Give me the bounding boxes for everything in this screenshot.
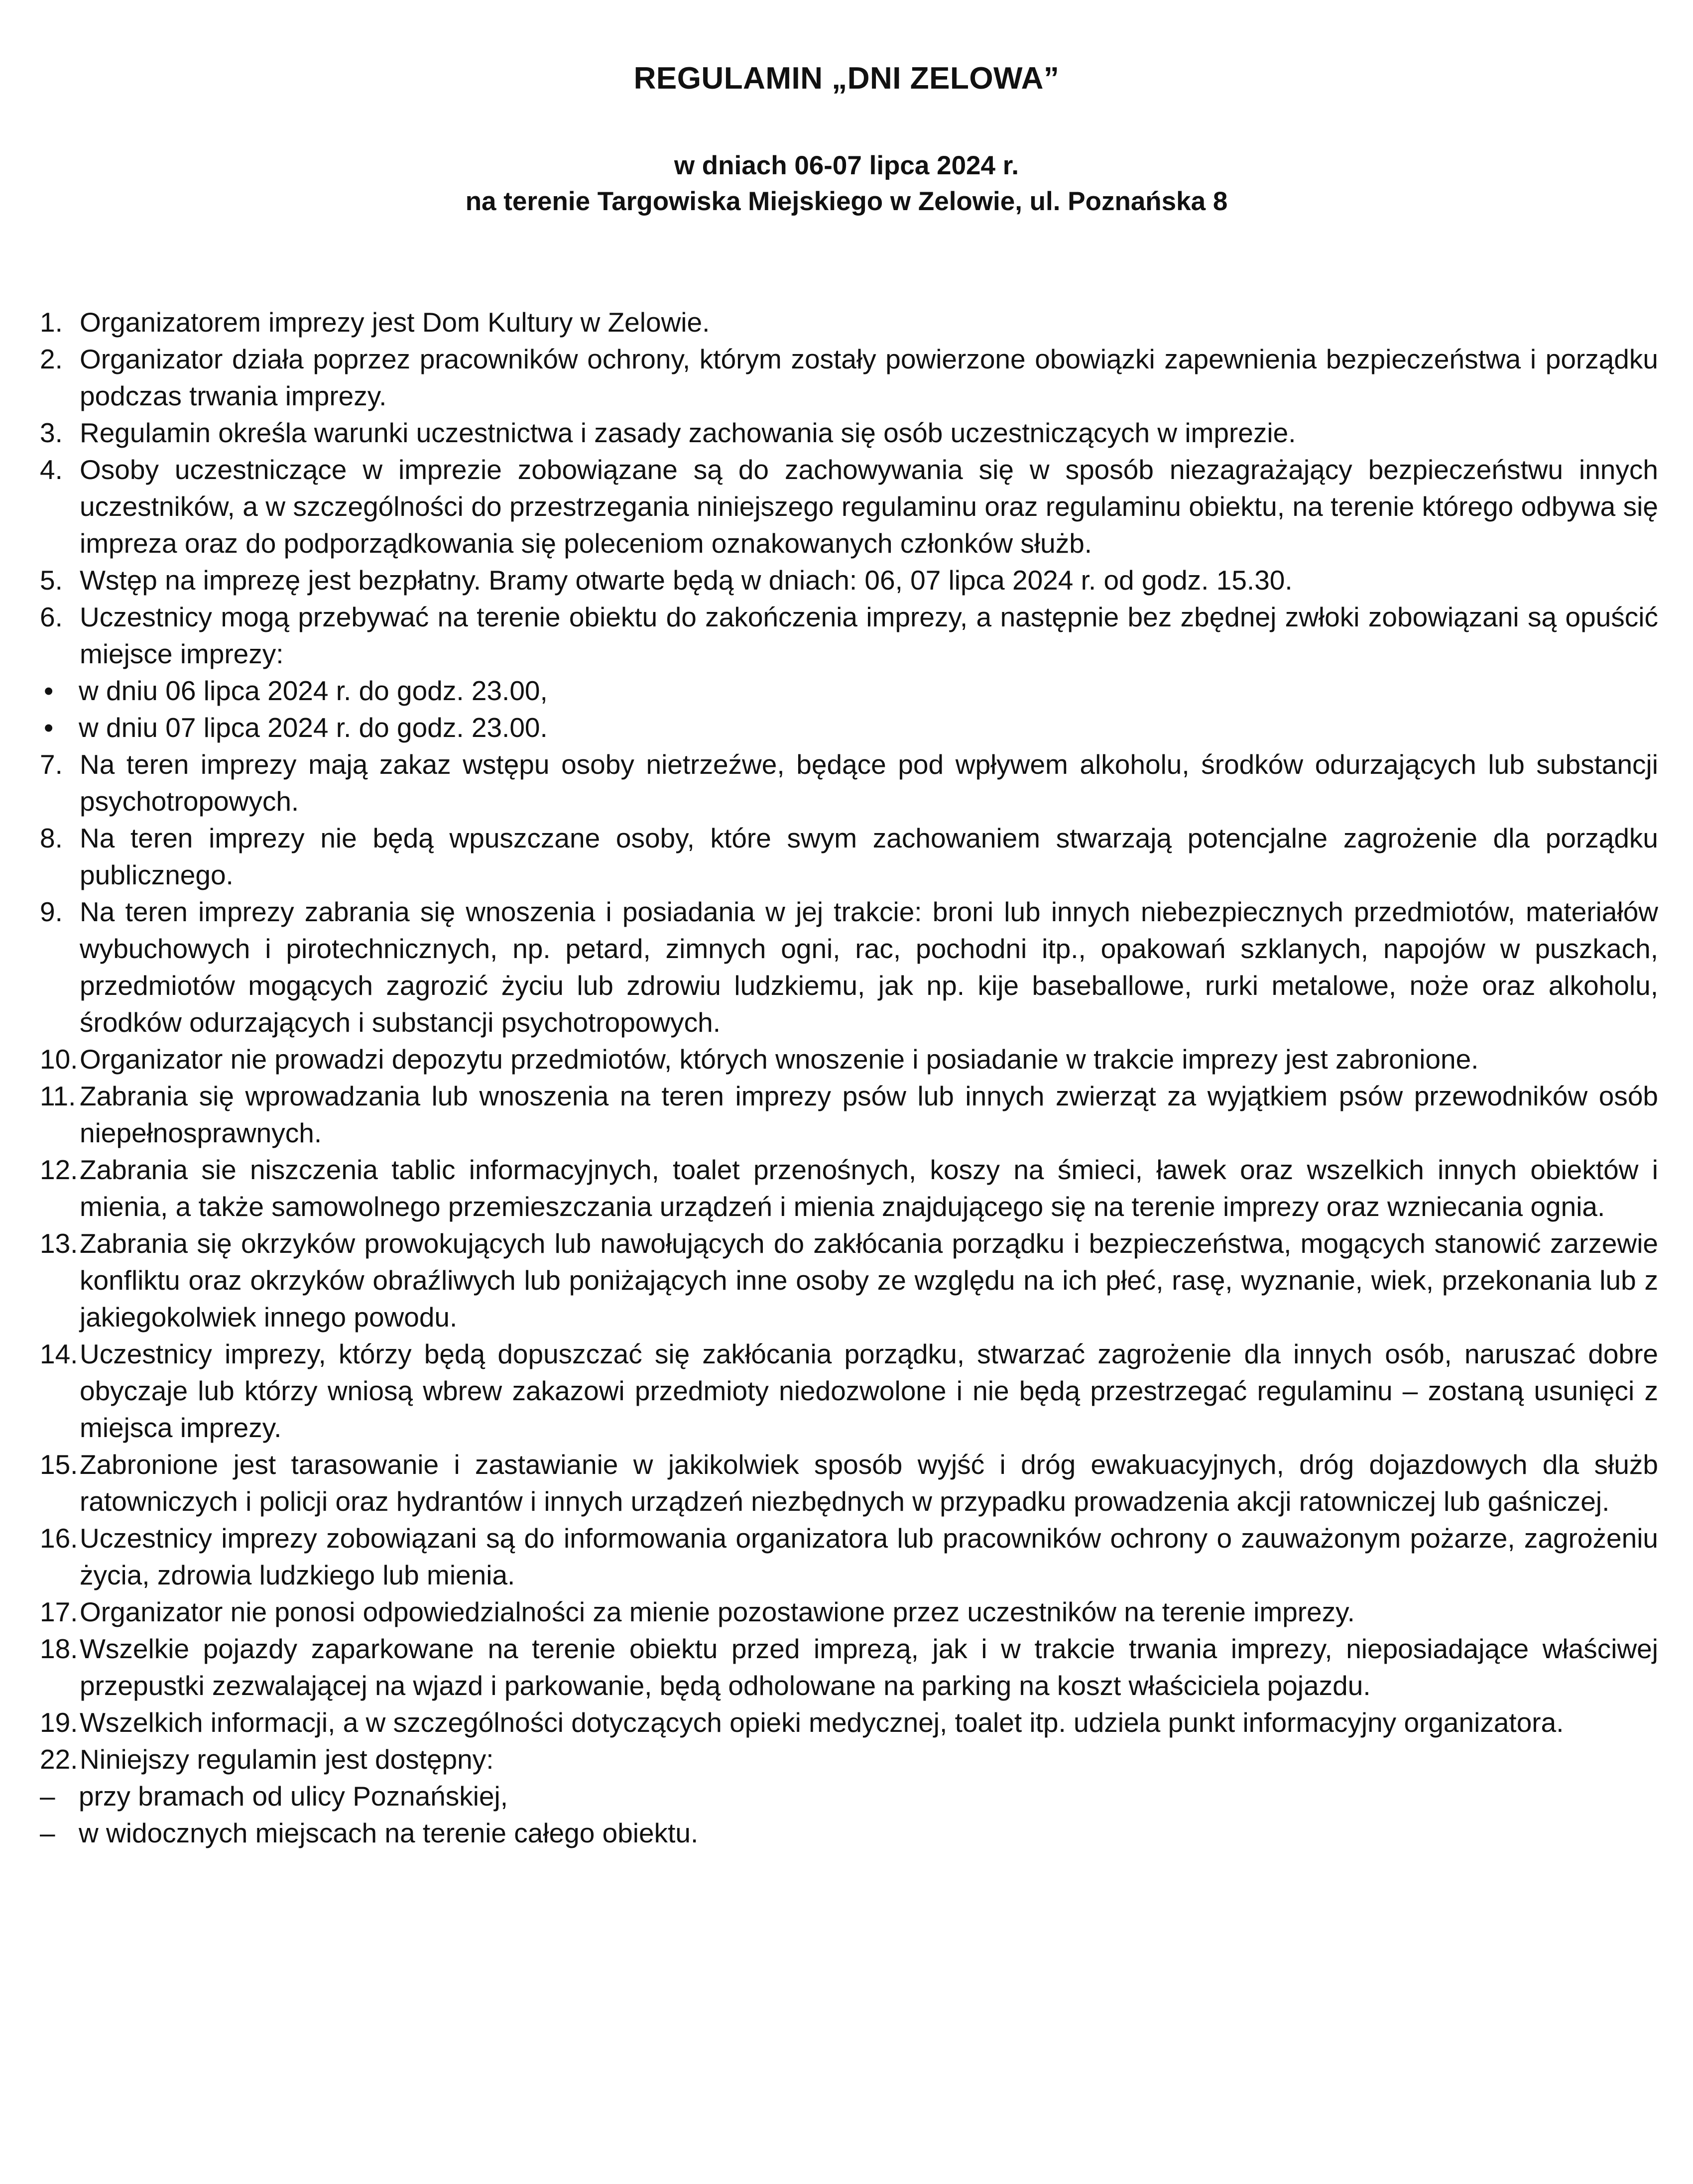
rule-item xyxy=(40,893,1658,1041)
rule-text: Wszelkich informacji, a w szczególności dotyczących opieki medycznej, toalet itp. udziela punkt informacyjny organizatora. xyxy=(80,1707,1564,1738)
rule-number: 16. xyxy=(40,1523,78,1554)
rule-number: 19. xyxy=(40,1707,78,1738)
rule-item xyxy=(40,1778,1658,1815)
document-title: REGULAMIN „DNI ZELOWA” xyxy=(633,61,1060,96)
rule-text: Wstęp na imprezę jest bezpłatny. Bramy otwarte będą w dniach: 06, 07 lipca 2024 r. od godz. 15.30. xyxy=(80,565,1293,596)
rule-text: w dniu 06 lipca 2024 r. do godz. 23.00, xyxy=(79,675,548,706)
rule-number: 18. xyxy=(40,1633,78,1664)
event-dates: w dniach 06-07 lipca 2024 r. xyxy=(674,151,1019,180)
rule-text: Na teren imprezy nie będą wpuszczane osoby, które swym zachowaniem stwarzają potencjalne zagrożenie dla porządku publicznego. xyxy=(80,823,1658,890)
rule-number: 9. xyxy=(40,896,63,927)
rule-text: Niniejszy regulamin jest dostępny: xyxy=(80,1744,494,1775)
rule-item xyxy=(40,341,1658,414)
rule-item xyxy=(40,1446,1658,1520)
rule-text: Organizator działa poprzez pracowników ochrony, którym zostały powierzone obowiązki zapewnienia bezpieczeństwa i porządku podczas trwania imprezy. xyxy=(80,344,1658,411)
rule-number: 15. xyxy=(40,1449,78,1480)
rule-number: 5. xyxy=(40,565,63,596)
rule-item xyxy=(40,820,1658,893)
rule-text: Osoby uczestniczące w imprezie zobowiązane są do zachowywania się w sposób niezagrażający bezpieczeństwu innych uczestników, a w szczególności do przestrzegania niniejszego regulaminu oraz regulaminu obiektu, na terenie którego odbywa się impreza oraz do podporządkowania się poleceniom oznakowanych członków służb. xyxy=(80,454,1658,559)
rule-number: 17. xyxy=(40,1596,78,1627)
rule-number: 8. xyxy=(40,823,63,853)
rule-number: 7. xyxy=(40,749,63,780)
dash-marker: – xyxy=(40,1781,55,1812)
bullet-marker: • xyxy=(44,675,54,706)
bullet-marker: • xyxy=(44,712,54,743)
rule-number: 13. xyxy=(40,1228,78,1259)
rule-text: Wszelkie pojazdy zaparkowane na terenie obiektu przed imprezą, jak i w trakcie trwania imprezy, nieposiadające właściwej przepustki zezwalającej na wjazd i parkowanie, będą odholowane na parking na koszt właściciela pojazdu. xyxy=(80,1633,1658,1701)
rule-item xyxy=(40,1078,1658,1151)
rule-number: 14. xyxy=(40,1338,78,1369)
rule-item xyxy=(40,1815,1658,1851)
rule-number: 3. xyxy=(40,417,63,448)
rule-text: Na teren imprezy zabrania się wnoszenia i posiadania w jej trakcie: broni lub innych niebezpiecznych przedmiotów, materiałów wybuchowych i pirotechnicznych, np. petard, zimnych ogni, rac, pochodni itp., opakowań szklanych, napojów w puszkach, przedmiotów mogących zagrozić życiu lub zdrowiu ludzkiemu, jak np. kije baseballowe, rurki metalowe, noże oraz alkoholu, środków odurzających i substancji psychotropowych. xyxy=(80,896,1658,1038)
rule-item xyxy=(40,709,1658,746)
rule-text: w dniu 07 lipca 2024 r. do godz. 23.00. xyxy=(79,712,548,743)
rule-text: Uczestnicy mogą przebywać na terenie obiektu do zakończenia imprezy, a następnie bez zbędnej zwłoki zobowiązani są opuścić miejsce imprezy: xyxy=(80,602,1658,669)
rule-item xyxy=(40,562,1658,599)
rule-number: 12. xyxy=(40,1154,78,1185)
rule-number: 6. xyxy=(40,602,63,632)
rule-number: 22. xyxy=(40,1744,78,1775)
event-location: na terenie Targowiska Miejskiego w Zelowie, ul. Poznańska 8 xyxy=(465,187,1228,216)
rule-item xyxy=(40,672,1658,709)
rule-text: Na teren imprezy mają zakaz wstępu osoby nietrzeźwe, będące pod wpływem alkoholu, środków odurzających lub substancji psychotropowych. xyxy=(80,749,1658,817)
rule-text: w widocznych miejscach na terenie całego obiektu. xyxy=(79,1818,699,1848)
rule-text: Organizator nie ponosi odpowiedzialności za mienie pozostawione przez uczestników na terenie imprezy. xyxy=(80,1596,1355,1627)
rule-item xyxy=(40,304,1658,341)
rule-number: 11. xyxy=(40,1081,76,1111)
dash-marker: – xyxy=(40,1818,55,1848)
rule-item xyxy=(40,451,1658,562)
rule-item xyxy=(40,1704,1658,1741)
rule-text: Uczestnicy imprezy, którzy będą dopuszczać się zakłócania porządku, stwarzać zagrożenie dla innych osób, naruszać dobre obyczaje lub którzy wniosą wbrew zakazowi przedmioty niedozwolone i nie będą przestrzegać regulaminu – zostaną usunięci z miejsca imprezy. xyxy=(80,1338,1658,1443)
rule-text: Uczestnicy imprezy zobowiązani są do informowania organizatora lub pracowników ochrony o zauważonym pożarze, zagrożeniu życia, zdrowia ludzkiego lub mienia. xyxy=(80,1523,1658,1590)
rule-item xyxy=(40,1630,1658,1704)
rule-number: 4. xyxy=(40,454,63,485)
rule-item xyxy=(40,1593,1658,1630)
rule-text: Regulamin określa warunki uczestnictwa i zasady zachowania się osób uczestniczących w imprezie. xyxy=(80,417,1296,448)
rules-list xyxy=(40,304,1658,1851)
rule-text: Zabrania się wprowadzania lub wnoszenia na teren imprezy psów lub innych zwierząt za wyjątkiem psów przewodników osób niepełnosprawnych. xyxy=(80,1081,1658,1148)
rule-item xyxy=(40,1520,1658,1593)
rule-text: Zabronione jest tarasowanie i zastawianie w jakikolwiek sposób wyjść i dróg ewakuacyjnych, dróg dojazdowych dla służb ratowniczych i policji oraz hydrantów i innych urządzeń niezbędnych w przypadku prowadzenia akcji ratowniczej lub gaśniczej. xyxy=(80,1449,1658,1517)
rule-item xyxy=(40,1041,1658,1078)
rule-text: Zabrania się okrzyków prowokujących lub nawołujących do zakłócania porządku i bezpieczeństwa, mogących stanowić zarzewie konfliktu oraz okrzyków obraźliwych lub poniżających inne osoby ze względu na ich płeć, rasę, wyznanie, wiek, przekonania lub z jakiegokolwiek innego powodu. xyxy=(80,1228,1658,1333)
rule-number: 1. xyxy=(40,307,63,338)
rule-text: Organizatorem imprezy jest Dom Kultury w Zelowie. xyxy=(80,307,710,338)
rule-text: Zabrania sie niszczenia tablic informacyjnych, toalet przenośnych, koszy na śmieci, ławek oraz wszelkich innych obiektów i mienia, a także samowolnego przemieszczania urządzeń i mienia znajdującego się na terenie imprezy oraz wzniecania ognia. xyxy=(80,1154,1658,1222)
rule-item xyxy=(40,599,1658,672)
rule-text: przy bramach od ulicy Poznańskiej, xyxy=(79,1781,508,1812)
rule-item xyxy=(40,414,1658,451)
rule-item xyxy=(40,1225,1658,1335)
rule-number: 2. xyxy=(40,344,63,374)
rule-item xyxy=(40,746,1658,820)
rule-item xyxy=(40,1151,1658,1225)
rule-item xyxy=(40,1741,1658,1778)
rule-text: Organizator nie prowadzi depozytu przedmiotów, których wnoszenie i posiadanie w trakcie imprezy jest zabronione. xyxy=(80,1044,1479,1075)
rule-item xyxy=(40,1335,1658,1446)
rule-number: 10. xyxy=(40,1044,78,1075)
